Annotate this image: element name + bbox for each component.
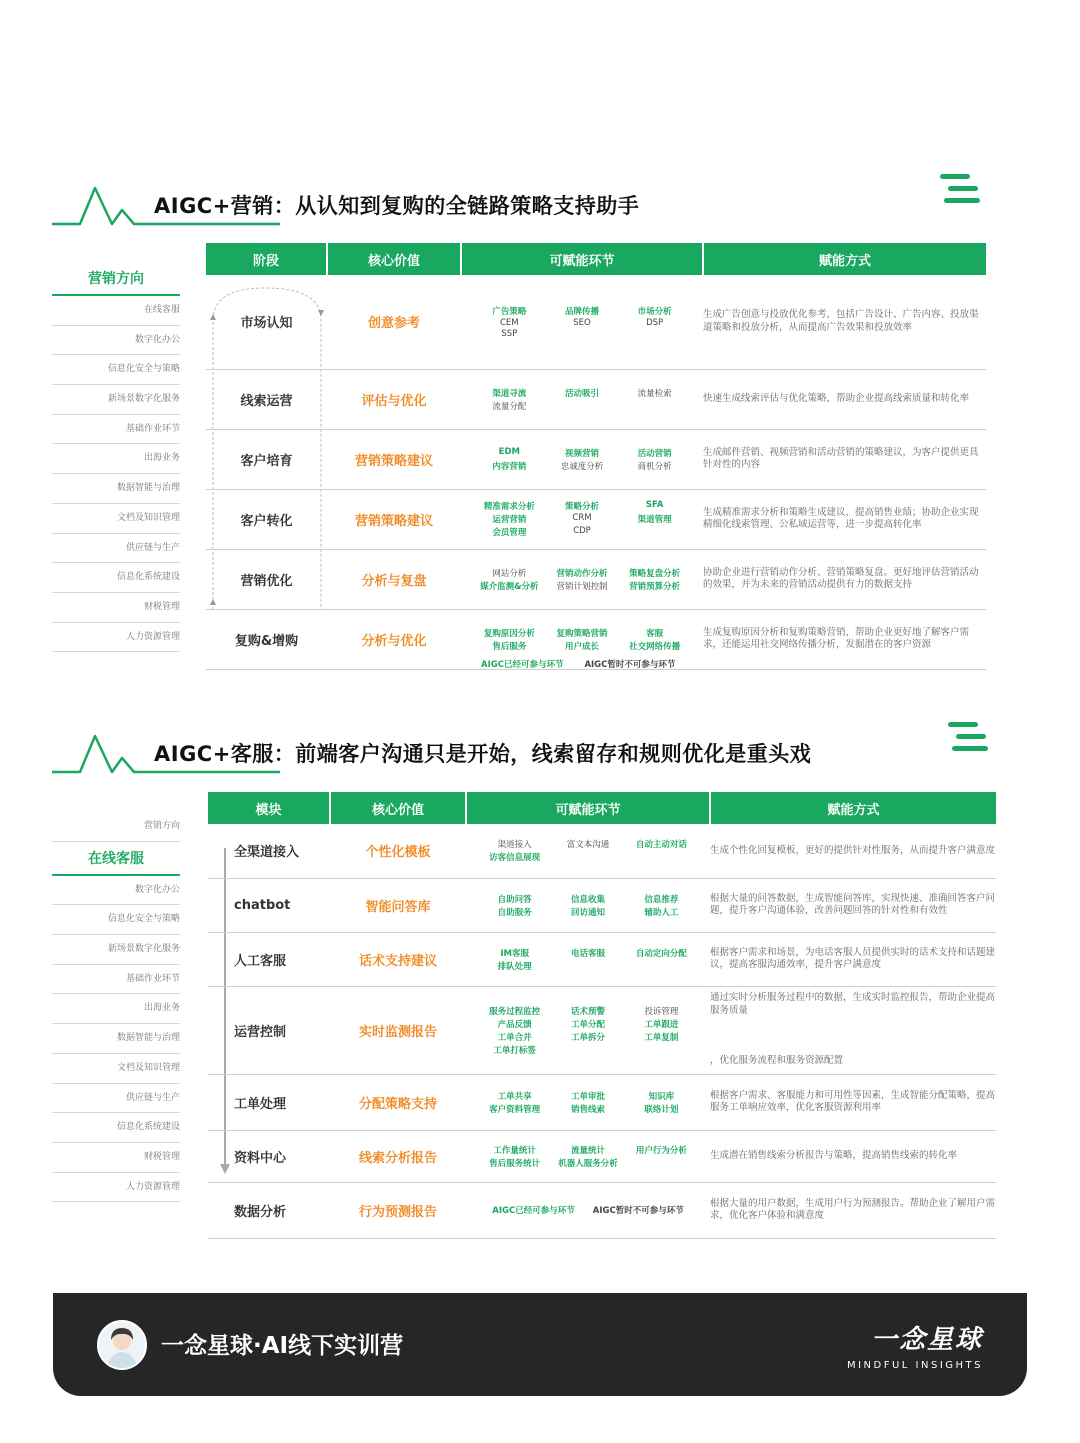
sidebar-item[interactable]: 财税管理 [52, 593, 180, 623]
tags-cell [466, 1182, 710, 1238]
sidebar-item[interactable]: 出海业务 [52, 444, 180, 474]
tag-item: 话术预警 [570, 1006, 605, 1017]
tags-cell [461, 549, 703, 609]
sidebar-item[interactable]: 营销方向 [52, 812, 180, 842]
tag-item: 电话客服 [570, 948, 605, 959]
tag-item: 售后服务统计 [489, 1158, 541, 1169]
description-text: 生成广告创意与投放优化参考，包括广告设计、广告内容、投放渠道策略和投放分析，从而提高广告效果和投放效率 [703, 309, 979, 333]
tag-grid [461, 387, 703, 412]
menu-icon[interactable] [948, 720, 988, 754]
sidebar-item[interactable]: 数据智能与治理 [52, 474, 180, 504]
stage-cell: chatbot [208, 878, 330, 932]
table-row [208, 1130, 996, 1182]
footer-bar [53, 1293, 1027, 1396]
tag-item: SEO [573, 317, 591, 328]
tag-item: 视频营销 [564, 448, 599, 459]
value-cell: 营销策略建议 [327, 429, 461, 489]
description-text: 生成潜在销售线索分析报告与策略，提高销售线索的转化率 [710, 1149, 958, 1161]
tag-item: 复购策略营销 [556, 628, 608, 639]
column-header: 可赋能环节 [466, 792, 710, 824]
description-cell [703, 369, 986, 429]
value-cell: 个性化模板 [330, 824, 466, 878]
stage-cell: 数据分析 [208, 1182, 330, 1238]
tag-item: 自助问答 [497, 894, 532, 905]
tag-item: EDM [498, 446, 520, 457]
tag-item: 策略分析 [564, 502, 599, 512]
stage-cell: 资料中心 [208, 1130, 330, 1182]
tag-item: 工单跟进 [644, 1019, 679, 1030]
sidebar-item[interactable]: 人力资源管理 [52, 1173, 180, 1203]
description-cell [703, 489, 986, 549]
tags-cell [466, 1074, 710, 1130]
stage-cell: 营销优化 [206, 549, 327, 609]
description-cell [710, 1130, 996, 1182]
value-cell: 分配策略支持 [330, 1074, 466, 1130]
column-header: 赋能方式 [703, 243, 986, 275]
table-row [208, 932, 996, 986]
table-row [208, 986, 996, 1074]
sidebar-item[interactable]: 供应链与生产 [52, 534, 180, 564]
tag-item: 商机分析 [637, 461, 672, 472]
service-legend [466, 1204, 710, 1216]
legend-cannot: AIGC暂时不可参与环节 [592, 1206, 684, 1216]
tag-item: 运营营销 [492, 515, 527, 525]
tag-item: SSP [501, 328, 518, 339]
tag-item: CDP [573, 526, 591, 536]
stage-cell: 人工客服 [208, 932, 330, 986]
tag-item: 自动主动对话 [635, 840, 687, 851]
sidebar-item[interactable]: 信息化安全与策略 [52, 355, 180, 385]
tag-item: 工单审批 [570, 1091, 605, 1102]
value-cell: 行为预测报告 [330, 1182, 466, 1238]
table-row [208, 1074, 996, 1130]
stage-cell: 工单处理 [208, 1074, 330, 1130]
tag-item: 信息推荐 [644, 894, 679, 905]
sidebar-item[interactable]: 基础作业环节 [52, 965, 180, 995]
description-cell [710, 1182, 996, 1238]
description-text: 快速生成线索评估与优化策略，帮助企业提高线索质量和转化率 [703, 392, 970, 404]
description-text: 根据大量的用户数据，生成用户行为预测报告。帮助企业了解用户需求，优化客户体验和满意度 [710, 1197, 996, 1221]
tag-item: 营销动作分析 [556, 568, 608, 579]
service-title: AIGC+客服：前端客户沟通只是开始，线索留存和规则优化是重头戏 [154, 742, 812, 766]
tag-grid [466, 1144, 710, 1169]
tag-item: 售后服务 [492, 641, 527, 652]
tag-grid [461, 567, 703, 592]
legend-can: AIGC已经可参与环节 [492, 1206, 575, 1216]
tag-item: 工单拆分 [570, 1032, 605, 1043]
value-cell: 营销策略建议 [327, 489, 461, 549]
table-row [206, 549, 986, 609]
service-sidebar [52, 812, 180, 1202]
description-text: 通过实时分析服务过程中的数据，生成实时监控报告，帮助企业提高服务质量 [710, 992, 996, 1016]
tag-item: 营销计划控制 [556, 581, 608, 592]
value-cell: 话术支持建议 [330, 932, 466, 986]
tag-grid [466, 947, 710, 972]
menu-icon[interactable] [940, 172, 980, 206]
tag-item: 工单复制 [644, 1032, 679, 1043]
tag-item: 信息收集 [570, 894, 605, 905]
tag-item: 知识库 [648, 1091, 675, 1102]
tag-item: 活动吸引 [564, 388, 599, 399]
description-text: 生成精准需求分析和策略生成建议，提高销售业绩；协助企业实现精细化线索管理、公私域运营等，进一步提高转化率 [703, 506, 979, 530]
description-cell [710, 824, 996, 878]
description-text: 根据客户需求、客服能力和可用性等因素，生成智能分配策略，提高服务工单响应效率，优化客服资源利用率 [710, 1089, 996, 1113]
value-cell: 创意参考 [327, 275, 461, 369]
sidebar-item[interactable]: 数据智能与治理 [52, 1024, 180, 1054]
description-cell [703, 429, 986, 489]
tag-item: 访客信息展现 [489, 853, 541, 864]
avatar [97, 1320, 147, 1370]
tag-grid [466, 893, 710, 918]
tag-item: 流量检索 [637, 388, 672, 399]
column-header: 赋能方式 [710, 792, 996, 824]
brand-logo [847, 1319, 983, 1371]
sidebar-item[interactable]: 在线客服 [52, 296, 180, 326]
tag-item: 内容营销 [492, 461, 527, 472]
marketing-sidebar [52, 262, 180, 652]
description-cell [703, 275, 986, 369]
sidebar-item[interactable]: 文档及知识管理 [52, 1054, 180, 1084]
tag-item: 渠道寻流 [492, 388, 527, 399]
description-cell [710, 878, 996, 932]
table-row [206, 275, 986, 369]
tag-item: 工单分配 [570, 1019, 605, 1030]
tag-item: 渠道管理 [637, 515, 672, 525]
tag-grid [461, 627, 703, 652]
tag-item: 忠诚度分析 [560, 461, 604, 472]
column-header: 阶段 [206, 243, 327, 275]
description-text: 协助企业进行营销动作分析、营销策略复盘。更好地评估营销活动的效果，并为未来的营销活动提供有力的数据支持 [703, 566, 979, 590]
tag-item: CEM [500, 317, 519, 328]
table-row [206, 489, 986, 549]
tag-grid [461, 500, 703, 538]
column-header: 可赋能环节 [461, 243, 703, 275]
tag-item: 机器人服务分析 [558, 1158, 618, 1169]
description-text: 根据客户需求和场景，为电话客服人员提供实时的话术支持和话题建议，提高客服沟通效率，提升客户满意度 [710, 946, 996, 970]
marketing-title: AIGC+营销：从认知到复购的全链路策略支持助手 [154, 194, 640, 218]
tags-cell [466, 932, 710, 986]
table-row [206, 429, 986, 489]
tag-grid [461, 447, 703, 472]
value-cell: 实时监测报告 [330, 986, 466, 1074]
tag-item: 工单打标签 [493, 1045, 536, 1056]
tags-cell [466, 986, 710, 1074]
description-text: 生成复购原因分析和复购策略营销，帮助企业更好地了解客户需求，还能运用社交网络传播分析，发掘潜在的客户资源 [703, 626, 970, 650]
tag-item: 流量统计 [570, 1145, 605, 1156]
tag-item: 工单合并 [497, 1032, 532, 1043]
sidebar-item[interactable]: 信息化系统建设 [52, 563, 180, 593]
tag-item: 策略复盘分析 [629, 568, 681, 579]
footer-title: 一念星球·AI线下实训营 [161, 1333, 404, 1359]
tags-cell [466, 878, 710, 932]
sidebar-item[interactable]: 数字化办公 [52, 326, 180, 356]
service-table [208, 792, 996, 1239]
tag-item: 销售线索 [570, 1104, 605, 1115]
stage-cell: 客户培育 [206, 429, 327, 489]
description-text: 生成个性化回复模板，更好的提供针对性服务，从而提升客户满意度 [710, 844, 996, 856]
description-cell [703, 549, 986, 609]
tag-item: 排队处理 [497, 961, 532, 972]
tags-cell [461, 275, 703, 369]
tag-item: 服务过程监控 [489, 1006, 541, 1017]
stage-cell: 客户转化 [206, 489, 327, 549]
legend-can: AIGC已经可参与环节 [481, 660, 564, 670]
tag-item: 工单共享 [497, 1091, 532, 1102]
tag-item: 自助服务 [497, 907, 532, 918]
sidebar-item[interactable]: 新场景数字化服务 [52, 385, 180, 415]
tag-item: 富文本沟通 [566, 840, 610, 851]
tags-cell [461, 489, 703, 549]
value-cell: 分析与复盘 [327, 549, 461, 609]
tag-item: 回访通知 [570, 907, 605, 918]
stage-cell: 运营控制 [208, 986, 330, 1074]
tags-cell [461, 369, 703, 429]
tag-item: 工作量统计 [493, 1145, 536, 1156]
description-cell [710, 1074, 996, 1130]
tag-item: 联络计划 [644, 1104, 679, 1115]
sidebar-item[interactable]: 营销方向 [52, 262, 180, 296]
stage-cell: 全渠道接入 [208, 824, 330, 878]
tags-cell [466, 824, 710, 878]
sidebar-item[interactable]: 出海业务 [52, 994, 180, 1024]
column-header: 核心价值 [327, 243, 461, 275]
description-text-extra: ，优化服务流程和服务资源配置 [710, 1055, 844, 1067]
tag-item: 社交网络传播 [629, 641, 681, 652]
stage-cell: 线索运营 [206, 369, 327, 429]
tag-item: SFA [645, 500, 664, 510]
marketing-table [206, 243, 986, 670]
sidebar-item[interactable]: 数字化办公 [52, 876, 180, 906]
description-text: 根据大量的问答数据，生成智能问答库，实现快速、准确回答客户问题，提升客户沟通体验，改善问题回答的针对性和有效性 [710, 892, 996, 916]
avatar-icon [99, 1322, 145, 1368]
column-header: 模块 [208, 792, 330, 824]
table-row [206, 369, 986, 429]
tag-item: 渠道接入 [497, 840, 532, 851]
brand-tagline: MINDFUL INSIGHTS [846, 1360, 983, 1371]
tags-cell [466, 1130, 710, 1182]
tag-item: 网站分析 [492, 568, 527, 579]
sidebar-item[interactable]: 供应链与生产 [52, 1084, 180, 1114]
tag-item: 自动定向分配 [635, 948, 687, 959]
marketing-legend [481, 658, 675, 670]
tag-item: 投诉管理 [644, 1006, 679, 1017]
tag-item: 媒介监测&分析 [480, 581, 539, 592]
sidebar-item[interactable]: 基础作业环节 [52, 415, 180, 445]
tag-grid [466, 1090, 710, 1115]
tag-item: 用户成长 [564, 641, 599, 652]
tag-item: 用户行为分析 [635, 1145, 687, 1156]
tag-item: 品牌传播 [564, 306, 599, 317]
sidebar-item[interactable]: 信息化系统建设 [52, 1113, 180, 1143]
tag-item: 产品反馈 [497, 1019, 532, 1030]
tag-item: 市场分析 [637, 306, 672, 317]
sidebar-item[interactable]: 在线客服 [52, 842, 180, 876]
tag-item: 广告策略 [492, 306, 527, 317]
description-cell [710, 932, 996, 986]
table-row [208, 1182, 996, 1238]
sidebar-item[interactable]: 文档及知识管理 [52, 504, 180, 534]
description-cell [710, 986, 996, 1074]
sidebar-item[interactable]: 信息化安全与策略 [52, 905, 180, 935]
tag-item: DSP [646, 317, 664, 328]
value-cell: 智能问答库 [330, 878, 466, 932]
stage-cell: 市场认知 [206, 275, 327, 369]
brand-name: 一念星球 [870, 1325, 983, 1355]
value-cell: 分析与优化 [327, 609, 461, 669]
sidebar-item[interactable]: 人力资源管理 [52, 623, 180, 653]
sidebar-item[interactable]: 财税管理 [52, 1143, 180, 1173]
description-cell [703, 609, 986, 669]
tag-item: 活动营销 [637, 448, 672, 459]
value-cell: 线索分析报告 [330, 1130, 466, 1182]
tag-item: 辅助人工 [644, 907, 679, 918]
tag-item: 流量分配 [492, 401, 527, 412]
tag-item: 精准需求分析 [483, 502, 535, 512]
tag-item: IM客服 [500, 948, 529, 959]
tag-item: 会员管理 [492, 528, 527, 538]
tag-item: 营销预算分析 [629, 581, 681, 592]
tag-item: 客服 [646, 628, 664, 639]
tag-grid [466, 1005, 710, 1056]
legend-cannot: AIGC暂时不可参与环节 [584, 660, 676, 670]
tag-grid [461, 305, 703, 339]
column-header: 核心价值 [330, 792, 466, 824]
stage-cell: 复购&增购 [206, 609, 327, 669]
value-cell: 评估与优化 [327, 369, 461, 429]
sidebar-item[interactable]: 新场景数字化服务 [52, 935, 180, 965]
description-text: 生成邮件营销、视频营销和活动营销的策略建议，为客户提供更具针对性的内容 [703, 446, 979, 470]
tag-item: 复购原因分析 [483, 628, 535, 639]
table-row [208, 878, 996, 932]
tag-item: CRM [572, 513, 592, 523]
table-row [208, 824, 996, 878]
tag-grid [466, 838, 710, 863]
tags-cell [461, 429, 703, 489]
tag-item: 客户资料管理 [489, 1104, 541, 1115]
